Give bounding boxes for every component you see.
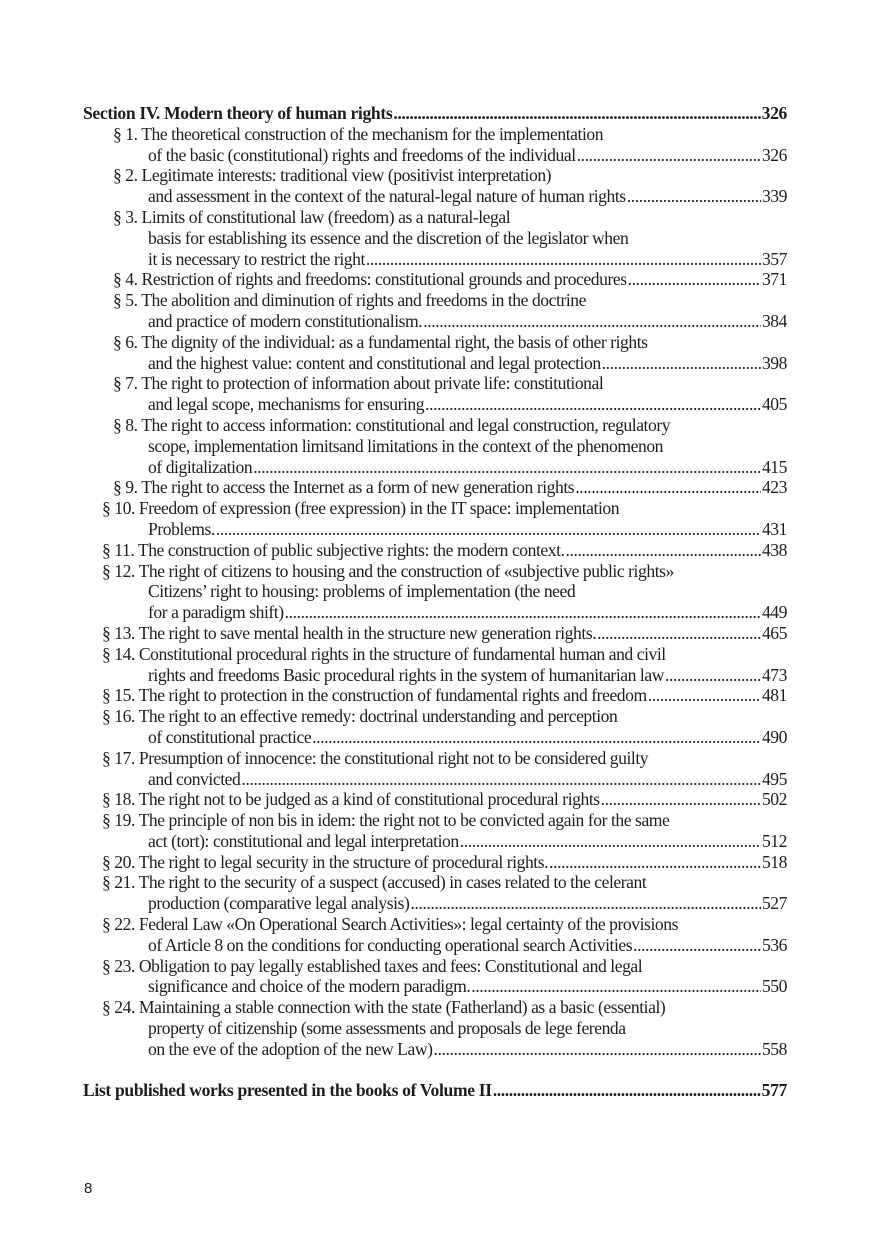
toc-entry-text: § 17. Presumption of innocence: the constitutional right not to be considered guilty bbox=[102, 747, 649, 768]
toc-entry-text: § 8. The right to access information: constitutional and legal construction, regulatory bbox=[113, 414, 671, 435]
toc-page-number: 518 bbox=[761, 851, 787, 872]
toc-row bbox=[83, 581, 787, 602]
toc-entry-text: § 22. Federal Law «On Operational Search Activities»: legal certainty of the provisions bbox=[102, 914, 678, 935]
toc-entry-text: of Article 8 on the conditions for conducting operational search Activities bbox=[148, 934, 633, 955]
toc-row bbox=[83, 519, 787, 540]
toc-row bbox=[83, 789, 787, 810]
toc-page-number: 357 bbox=[761, 248, 787, 269]
toc-heading-row bbox=[83, 103, 787, 124]
toc-page-number: 527 bbox=[761, 893, 787, 914]
toc-entry-text: § 7. The right to protection of information about private life: constitutional bbox=[113, 373, 604, 394]
dot-leader bbox=[410, 893, 761, 914]
toc-page-number: 502 bbox=[761, 789, 787, 810]
toc-row bbox=[83, 852, 787, 873]
toc-row bbox=[83, 893, 787, 914]
toc-page-number: 473 bbox=[761, 664, 787, 685]
toc-page-number: 371 bbox=[761, 269, 787, 290]
toc-row bbox=[83, 976, 787, 997]
toc-page-number: 405 bbox=[761, 394, 787, 415]
toc-row bbox=[83, 373, 787, 394]
toc-row bbox=[83, 124, 787, 145]
toc-row bbox=[83, 311, 787, 332]
dot-leader bbox=[460, 831, 761, 852]
toc-entry-text: on the eve of the adoption of the new Law) bbox=[148, 1038, 433, 1059]
toc-entry-text: § 18. The right not to be judged as a kind of constitutional procedural rights bbox=[102, 789, 600, 810]
toc-row bbox=[83, 914, 787, 935]
toc-row bbox=[83, 665, 787, 686]
dot-leader bbox=[434, 1039, 761, 1060]
dot-leader bbox=[216, 519, 761, 540]
page-number: 8 bbox=[84, 1180, 93, 1197]
toc-row bbox=[83, 332, 787, 353]
toc-row bbox=[83, 997, 787, 1018]
toc-entry-text: of constitutional practice bbox=[148, 726, 312, 747]
toc-page-number: 550 bbox=[761, 976, 787, 997]
toc-row bbox=[83, 727, 787, 748]
dot-leader bbox=[566, 540, 761, 561]
toc-page-number: 536 bbox=[761, 934, 787, 955]
toc-entry-text: of digitalization bbox=[148, 456, 253, 477]
toc-entry-text: it is necessary to restrict the right bbox=[148, 248, 365, 269]
dot-leader bbox=[633, 935, 761, 956]
dot-leader bbox=[241, 769, 761, 790]
toc-entry-text: List published works presented in the books of Volume II bbox=[83, 1079, 492, 1100]
dot-leader bbox=[393, 103, 760, 124]
toc-row bbox=[83, 685, 787, 706]
toc-row bbox=[83, 186, 787, 207]
toc-entry-text: § 20. The right to legal security in the structure of procedural rights. bbox=[102, 851, 549, 872]
toc-entry-text: § 15. The right to protection in the construction of fundamental rights and freedom bbox=[102, 685, 647, 706]
toc-entry-text: rights and freedoms Basic procedural rights in the system of humanitarian law bbox=[148, 664, 664, 685]
toc-page-number: 481 bbox=[761, 685, 787, 706]
toc-entry-text: § 10. Freedom of expression (free expression) in the IT space: implementation bbox=[102, 498, 620, 519]
dot-leader bbox=[577, 145, 761, 166]
toc-entry-text: § 23. Obligation to pay legally established taxes and fees: Constitutional and legal bbox=[102, 955, 643, 976]
dot-leader bbox=[648, 685, 761, 706]
toc-entry-text: § 24. Maintaining a stable connection with the state (Fatherland) as a basic (essential) bbox=[102, 997, 666, 1018]
toc-entry-text: § 12. The right of citizens to housing and the construction of «subjective public rights» bbox=[102, 560, 674, 581]
dot-leader bbox=[597, 623, 761, 644]
toc-entry-text: for a paradigm shift) bbox=[148, 602, 284, 623]
toc-row bbox=[83, 353, 787, 374]
toc-row bbox=[83, 831, 787, 852]
toc-row bbox=[83, 207, 787, 228]
toc-page-number: 558 bbox=[761, 1038, 787, 1059]
toc-heading-row bbox=[83, 1080, 787, 1101]
dot-leader bbox=[366, 249, 761, 270]
toc-entry-text: Citizens’ right to housing: problems of implementation (the need bbox=[148, 581, 576, 602]
dot-leader bbox=[285, 602, 761, 623]
toc-row bbox=[83, 498, 787, 519]
toc-entry-text: act (tort): constitutional and legal interpretation bbox=[148, 830, 459, 851]
toc-entry-text: property of citizenship (some assessments and proposals de lege ferenda bbox=[148, 1018, 626, 1039]
dot-leader bbox=[665, 665, 761, 686]
toc-row bbox=[83, 1039, 787, 1060]
toc-entry-text: § 16. The right to an effective remedy: doctrinal understanding and perception bbox=[102, 706, 618, 727]
dot-leader bbox=[471, 976, 761, 997]
toc-row bbox=[83, 810, 787, 831]
toc-row bbox=[83, 1018, 787, 1039]
dot-leader bbox=[423, 311, 761, 332]
toc-entry-text: § 3. Limits of constitutional law (freedom) as a natural-legal bbox=[113, 206, 511, 227]
dot-leader bbox=[312, 727, 761, 748]
toc-page-number: 339 bbox=[761, 186, 787, 207]
toc-entry-text: § 19. The principle of non bis in idem: the right not to be convicted again for the same bbox=[102, 810, 670, 831]
toc-row bbox=[83, 457, 787, 478]
toc-entry-text: and practice of modern constitutionalism. bbox=[148, 310, 423, 331]
toc-entry-text: Section IV. Modern theory of human rights bbox=[83, 103, 393, 123]
toc-page-number: 431 bbox=[761, 518, 787, 539]
dot-leader bbox=[602, 353, 761, 374]
toc-page-number: 512 bbox=[761, 830, 787, 851]
toc-page-number: 438 bbox=[761, 539, 787, 560]
toc-page-number: 577 bbox=[761, 1079, 787, 1100]
dot-leader bbox=[601, 789, 761, 810]
toc-entry-text: production (comparative legal analysis) bbox=[148, 893, 410, 914]
toc-entry-text: of the basic (constitutional) rights and freedoms of the individual bbox=[148, 144, 576, 165]
toc-entry-text: § 5. The abolition and diminution of rights and freedoms in the doctrine bbox=[113, 290, 586, 311]
toc-row bbox=[83, 477, 787, 498]
toc-page-number: 495 bbox=[761, 768, 787, 789]
dot-leader bbox=[627, 186, 761, 207]
toc-entry-text: § 11. The construction of public subjective rights: the modern context. bbox=[102, 539, 565, 560]
dot-leader bbox=[628, 269, 761, 290]
toc-page-number: 326 bbox=[761, 144, 787, 165]
toc-page-number: 490 bbox=[761, 726, 787, 747]
toc-entry-text: § 21. The right to the security of a suspect (accused) in cases related to the celerant bbox=[102, 872, 647, 893]
toc-entry-text: Problems. bbox=[148, 518, 215, 539]
toc-page-number: 465 bbox=[761, 622, 787, 643]
toc-row bbox=[83, 602, 787, 623]
toc-entry-text: § 4. Restriction of rights and freedoms: constitutional grounds and procedures bbox=[113, 269, 627, 290]
toc-entry-text: and legal scope, mechanisms for ensuring bbox=[148, 394, 425, 415]
toc-row bbox=[83, 872, 787, 893]
toc-row bbox=[83, 623, 787, 644]
toc-entry-text: § 6. The dignity of the individual: as a fundamental right, the basis of other rights bbox=[113, 331, 648, 352]
toc-row bbox=[83, 706, 787, 727]
table-of-contents bbox=[83, 103, 787, 1100]
toc-row bbox=[83, 269, 787, 290]
toc-entry-text: § 1. The theoretical construction of the mechanism for the implementation bbox=[113, 123, 604, 144]
toc-row bbox=[83, 769, 787, 790]
toc-row bbox=[83, 644, 787, 665]
toc-entry-text: scope, implementation limitsand limitations in the context of the phenomenon bbox=[148, 435, 664, 456]
toc-entry-text: § 14. Constitutional procedural rights in the structure of fundamental human and civil bbox=[102, 643, 666, 664]
toc-row bbox=[83, 415, 787, 436]
toc-row bbox=[83, 394, 787, 415]
toc-row bbox=[83, 748, 787, 769]
dot-leader bbox=[549, 852, 761, 873]
toc-row bbox=[83, 145, 787, 166]
toc-page-number: 423 bbox=[761, 477, 787, 498]
toc-row bbox=[83, 956, 787, 977]
toc-entry-text: and assessment in the context of the natural-legal nature of human rights bbox=[148, 186, 626, 207]
toc-row bbox=[83, 249, 787, 270]
toc-entry-text: and convicted bbox=[148, 768, 241, 789]
toc-entry-text: basis for establishing its essence and the discretion of the legislator when bbox=[148, 227, 629, 248]
toc-entry-text: § 2. Legitimate interests: traditional view (positivist interpretation) bbox=[113, 165, 552, 186]
toc-entry-text: § 9. The right to access the Internet as a form of new generation rights bbox=[113, 477, 575, 498]
dot-leader bbox=[493, 1080, 761, 1101]
toc-page-number: 415 bbox=[761, 456, 787, 477]
toc-page-number: 384 bbox=[761, 310, 787, 331]
toc-row bbox=[83, 228, 787, 249]
dot-leader bbox=[425, 394, 761, 415]
toc-page-number: 449 bbox=[761, 602, 787, 623]
toc-entry-text: and the highest value: content and constitutional and legal protection bbox=[148, 352, 601, 373]
dot-leader bbox=[253, 457, 761, 478]
toc-row bbox=[83, 540, 787, 561]
toc-entry-text: significance and choice of the modern paradigm. bbox=[148, 976, 471, 997]
dot-leader bbox=[575, 477, 761, 498]
toc-row bbox=[83, 436, 787, 457]
toc-page-number: 398 bbox=[761, 352, 787, 373]
toc-row bbox=[83, 935, 787, 956]
toc-entry-text: § 13. The right to save mental health in the structure new generation rights. bbox=[102, 622, 597, 643]
toc-row bbox=[83, 290, 787, 311]
toc-row bbox=[83, 165, 787, 186]
toc-row bbox=[83, 561, 787, 582]
toc-page-number: 326 bbox=[761, 103, 787, 123]
